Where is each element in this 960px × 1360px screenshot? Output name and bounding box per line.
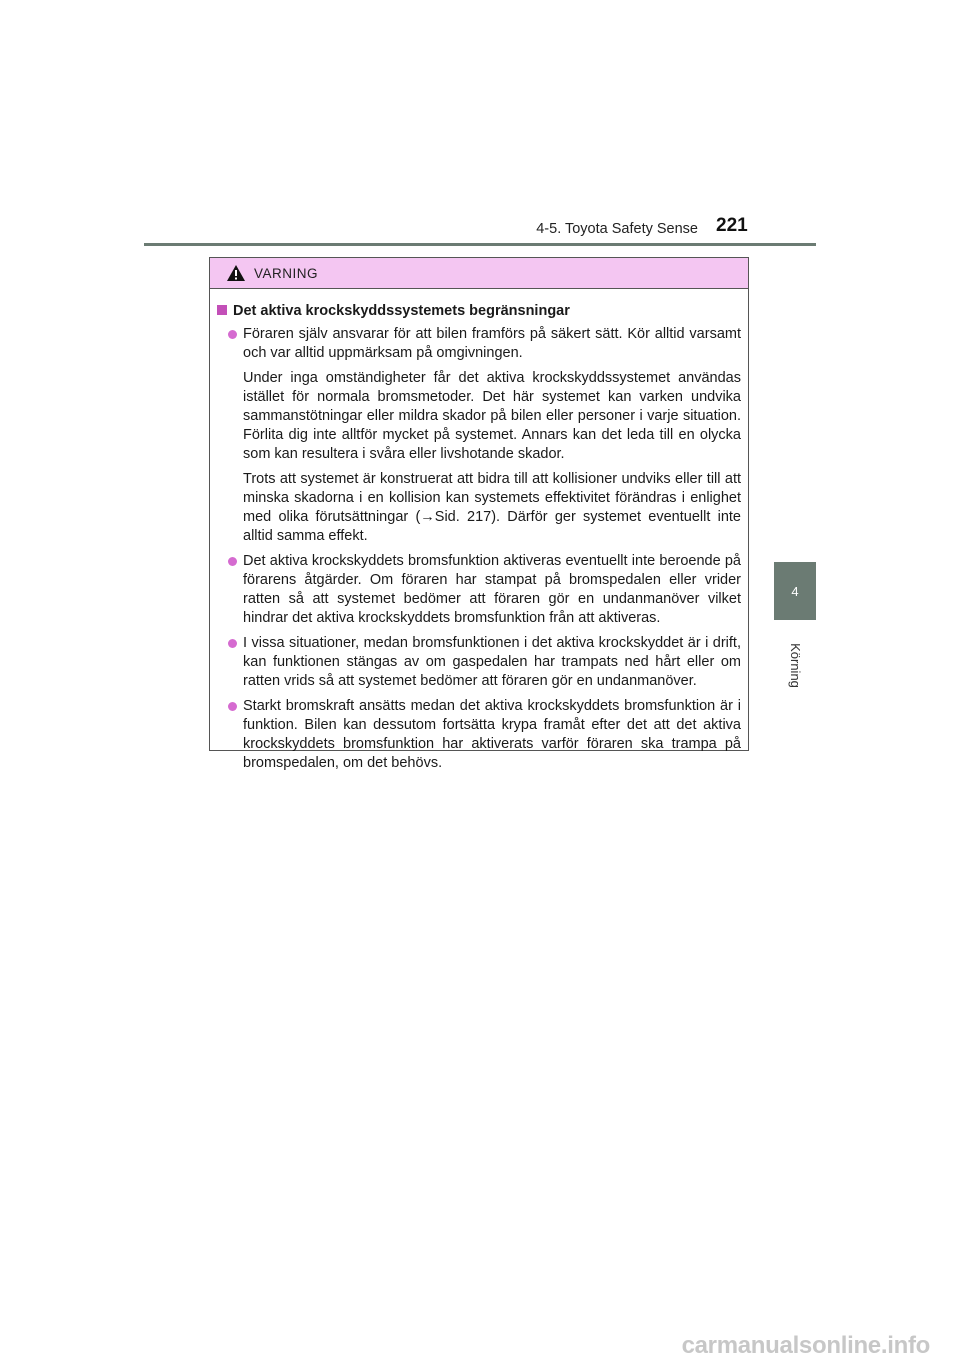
warning-triangle-icon (226, 264, 246, 282)
square-bullet-icon (217, 305, 227, 315)
warning-heading (217, 302, 741, 321)
page-footer (0, 1330, 960, 1358)
list-item (217, 634, 741, 691)
bullet-icon (228, 557, 237, 566)
warning-label: VARNING (254, 265, 319, 281)
warning-body (210, 289, 748, 773)
chapter-label (774, 630, 816, 700)
bullet-icon (228, 639, 237, 648)
paragraph: Det aktiva krockskyddets bromsfunktion aktiveras eventuellt inte beroende på förarens åtgärder. Om föraren har stampat på bromspedalen eller vrider ratten så att systemet bedömer att föraren gör en undanmanöver vilket hindrar det aktiva krockskyddets bromsfunktion från att aktiveras. (243, 553, 741, 626)
warning-header (210, 258, 748, 289)
bullet-icon (228, 702, 237, 711)
warning-box (209, 257, 749, 771)
chapter-label-text: Körning (787, 642, 803, 688)
warning-heading-text: Det aktiva krockskyddssystemets begränsningar (233, 303, 570, 319)
watermark-url: carmanualsonline.info (681, 1332, 930, 1359)
paragraph: Trots att systemet är konstruerat att bidra till att kollisioner undviks eller till att minska skadorna i en kollision kan systemets effektivitet förändras i enlighet med olika förutsättningar (→Sid. 217). Därför ger systemet eventuellt inte alltid samma effekt. (243, 471, 741, 544)
list-item (217, 552, 741, 628)
page-number: 221 (716, 215, 748, 236)
page-header (0, 0, 960, 246)
paragraph: Under inga omständigheter får det aktiva krockskyddssystemet användas istället för normala bromsmetoder. Det här systemet kan varken undvika sammanstötningar eller mildra skador på bilen eller personer i varje situation. Förlita dig inte alltför mycket på systemet. Annars kan det leda till en olycka som kan resultera i svåra eller livshotande skador. (243, 370, 741, 462)
section-title: 4-5. Toyota Safety Sense (536, 221, 698, 237)
list-item (217, 325, 741, 546)
chapter-tab: 4 (774, 562, 816, 620)
paragraph: I vissa situationer, medan bromsfunktionen i det aktiva krockskyddet är i drift, kan funktionen stängas av om gaspedalen har trampats ned hårt eller om ratten vrids så att systemet bedömer att föraren gör en undanmanöver. (243, 635, 741, 689)
bullet-icon (228, 330, 237, 339)
header-rule (144, 243, 816, 246)
paragraph: Föraren själv ansvarar för att bilen framförs på säkert sätt. Kör alltid varsamt och var alltid uppmärksam på omgivningen. (243, 326, 741, 361)
paragraph: Starkt bromskraft ansätts medan det aktiva krockskyddets bromsfunktion är i funktion. Bilen kan dessutom fortsätta krypa framåt efter det att det aktiva krockskyddets bromsfunktion har aktiverats varför föraren ska trampa på bromspedalen, om det behövs. (243, 698, 741, 771)
list-item (217, 697, 741, 773)
